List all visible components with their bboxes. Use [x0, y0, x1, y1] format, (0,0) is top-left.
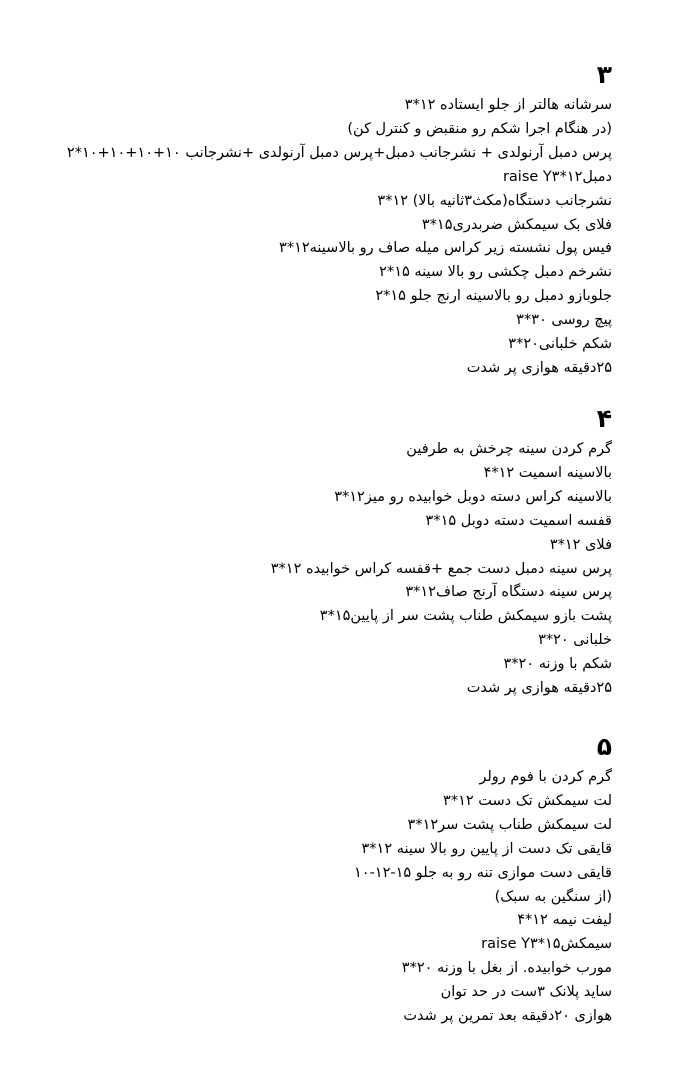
warmup-line: گرم کردن با فوم رولر	[479, 769, 612, 785]
exercise-line: شکم خلبانی۲۰*۳	[508, 336, 612, 353]
exercise-line: لت سیمکش طناب پشت سر۱۲*۳	[407, 816, 612, 833]
exercise-line: لت سیمکش تک دست ۱۲*۳	[443, 792, 612, 809]
cardio-line: هوازی ۲۰دقیقه بعد تمرین پر شدت	[403, 1008, 612, 1025]
cardio-line: ۲۵دقیقه هوازی پر شدت	[466, 359, 612, 376]
exercise-line: raise Yدمبل۱۲*۳	[502, 168, 612, 185]
exercise-line: بالاسینه کراس دسته دوبل خوابیده رو میز۱۲*۳	[334, 488, 612, 505]
exercise-line: مورب خوابیده. از بغل با وزنه ۲۰*۳	[401, 960, 612, 977]
exercise-line: قفسه اسمیت دسته دوبل ۱۵*۳	[425, 512, 612, 529]
exercise-line: فلای ۱۲*۳	[549, 536, 612, 553]
exercise-line: لیفت نیمه ۱۲*۴	[517, 912, 612, 929]
exercise-note: (در هنگام اجرا شکم رو منقبض و کنترل کن)	[347, 120, 612, 137]
exercise-line: پرس دمبل آرنولدی + نشرجانب دمبل+پرس دمبل آرنولدی +نشرجانب ۱۰+۱۰+۱۰+۱۰*۲	[66, 144, 612, 161]
exercise-line: قایقی دست موازی تنه رو به جلو ۱۵-۱۲-۱۰	[353, 864, 612, 881]
day-number-heading: ۵	[596, 732, 612, 761]
day-number-heading: ۳	[596, 60, 612, 89]
exercise-line: فلای بک سیمکش ضربدری۱۵*۳	[421, 216, 612, 233]
exercise-line: پرس سینه دستگاه آرنج صاف۱۲*۳	[405, 584, 612, 601]
exercise-line: پیچ روسی ۳۰*۳	[516, 312, 612, 329]
exercise-line: پرس سینه دمبل دست جمع +قفسه کراس خوابیده ۱۲*۳	[270, 560, 612, 577]
day-number-heading: ۴	[596, 404, 612, 433]
exercise-line: جلوبازو دمبل رو بالاسینه ارنج جلو ۱۵*۲	[375, 288, 612, 305]
exercise-line: سرشانه هالتر از جلو ایستاده ۱۲*۳	[404, 97, 612, 113]
workout-day-3	[67, 58, 612, 381]
exercise-line: فیس پول نشسته زیر کراس میله صاف رو بالاسینه۱۲*۳	[279, 240, 612, 257]
exercise-line: قایقی تک دست از پایین رو بالا سینه ۱۲*۳	[361, 840, 612, 857]
exercise-line: نشرجانب دستگاه(مکث۳ثانیه بالا) ۱۲*۳	[377, 192, 612, 209]
exercise-line: خلبانی ۲۰*۳	[538, 632, 612, 649]
exercise-line: ساید پلانک ۳ست در حد توان	[440, 984, 612, 1001]
workout-day-5	[354, 730, 612, 1029]
exercise-line: شکم با وزنه ۲۰*۳	[503, 656, 612, 673]
exercise-line: نشرخم دمبل چکشی رو بالا سینه ۱۵*۲	[379, 264, 612, 281]
exercise-line: بالاسینه اسمیت ۱۲*۴	[483, 464, 612, 481]
cardio-line: ۲۵دقیقه هوازی پر شدت	[466, 680, 612, 697]
workout-day-4	[271, 402, 612, 701]
exercise-line: raise Yسیمکش۱۵*۳	[481, 936, 612, 953]
exercise-line: پشت بازو سیمکش طناب پشت سر از پایین۱۵*۳	[319, 608, 612, 625]
warmup-line: گرم کردن سینه چرخش به طرفین	[406, 441, 612, 457]
exercise-note: (از سنگین به سبک)	[494, 888, 612, 905]
